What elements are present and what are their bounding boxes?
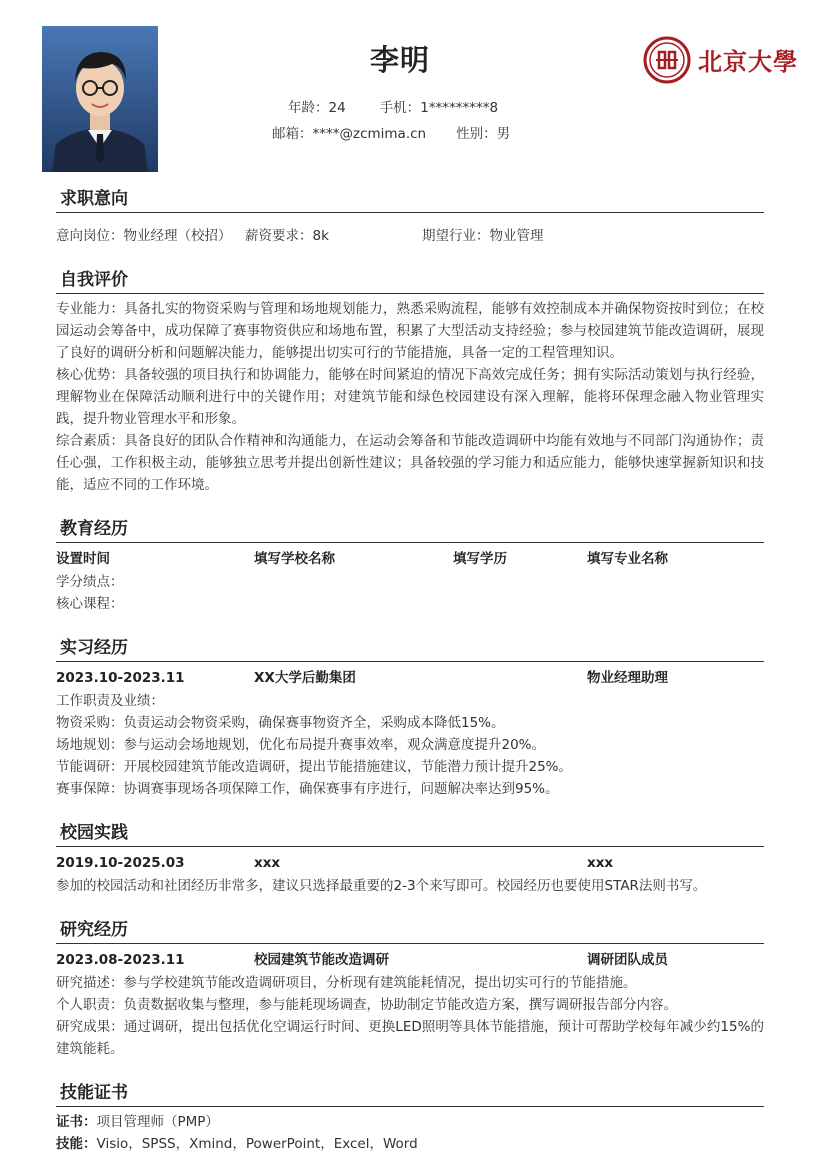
age-field — [288, 96, 346, 116]
campus-time: 2019.10-2025.03 — [56, 855, 185, 871]
internship-line: 赛事保障：协调赛事现场各项保障工作，确保赛事有序进行，问题解决率达到95%。 — [56, 781, 559, 797]
section-research — [56, 917, 764, 1060]
research-project: 校园建筑节能改造调研 — [254, 952, 389, 968]
research-role: 调研团队成员 — [587, 952, 668, 968]
campus-org: xxx — [254, 855, 281, 871]
research-header-row — [56, 948, 764, 972]
email-label: 邮箱： — [272, 126, 313, 142]
research-result: 研究成果：通过调研，提出包括优化空调运行时间、更换LED照明等具体节能措施，预计可帮助学校每年减少约15%的建筑能耗。 — [56, 1019, 764, 1057]
section-education — [56, 516, 764, 615]
certificate-value: 项目管理师（PMP） — [96, 1114, 219, 1130]
section-internship — [56, 635, 764, 800]
campus-role: xxx — [587, 855, 614, 871]
research-description: 研究描述：参与学校建筑节能改造调研项目，分析现有建筑能耗情况，提出切实可行的节能措施。 — [56, 975, 637, 991]
section-title: 校园实践 — [56, 820, 764, 847]
internship-role: 物业经理助理 — [587, 670, 668, 686]
education-header-row — [56, 547, 764, 571]
intent-salary: 薪资要求：8k — [245, 228, 329, 244]
certificate-line — [56, 1111, 764, 1133]
intent-row — [56, 225, 764, 247]
gender-label: 性别： — [456, 126, 497, 142]
candidate-name: 李明 — [369, 43, 430, 77]
phone-value: 1*********8 — [420, 100, 499, 116]
education-school: 填写学校名称 — [254, 551, 335, 567]
internship-line: 节能调研：开展校园建筑节能改造调研，提出节能措施建议，节能潜力预计提升25%。 — [56, 759, 573, 775]
age-value: 24 — [328, 100, 346, 116]
campus-description: 参加的校园活动和社团经历非常多，建议只选择最重要的2-3个来写即可。校园经历也要使用STAR法则书写。 — [56, 878, 707, 894]
internship-line: 工作职责及业绩： — [56, 693, 164, 709]
internship-org: XX大学后勤集团 — [254, 670, 356, 686]
age-label: 年龄： — [288, 100, 329, 116]
gender-field — [456, 122, 510, 142]
education-gpa: 学分绩点： — [56, 574, 124, 590]
self-eval-paragraph: 综合素质：具备良好的团队合作精神和沟通能力，在运动会筹备和节能改造调研中均能有效地与不同部门沟通协作；责任心强，工作积极主动，能够独立思考并提出创新性建议；具备较强的学习能力和适应能力，能够快速掌握新知识和技能，适应不同的工作环境。 — [56, 433, 764, 493]
section-job-intent — [56, 186, 764, 247]
education-degree: 填写学历 — [453, 551, 507, 567]
intent-industry: 期望行业：物业管理 — [422, 228, 544, 244]
section-title: 求职意向 — [56, 186, 764, 213]
education-courses: 核心课程： — [56, 596, 124, 612]
skills-value: Visio，SPSS，Xmind，PowerPoint，Excel，Word — [96, 1136, 418, 1152]
section-title: 自我评价 — [56, 267, 764, 294]
skills-label: 技能： — [56, 1136, 97, 1152]
research-time: 2023.08-2023.11 — [56, 952, 185, 968]
section-title: 技能证书 — [56, 1080, 764, 1107]
phone-label: 手机： — [379, 100, 421, 116]
self-eval-paragraph: 专业能力：具备扎实的物资采购与管理和场地规划能力，熟悉采购流程，能够有效控制成本并确保物资按时到位；在校园运动会筹备中，成功保障了赛事物资供应和场地布置，积累了大型活动支持经验；参与校园建筑节能改造调研，展现了良好的调研分析和问题解决能力，能够提出切实可行的节能措施，具备一定的工程管理知识。 — [56, 301, 764, 361]
section-title: 实习经历 — [56, 635, 764, 662]
section-campus-practice — [56, 820, 764, 897]
self-eval-paragraph: 核心优势：具备较强的项目执行和协调能力，能够在时间紧迫的情况下高效完成任务；拥有实际活动策划与执行经验，理解物业在保障活动顺利进行中的关键作用；对建筑节能和绿色校园建设有深入理解，能将环保理念融入物业管理实践，提升物业管理水平和形象。 — [56, 367, 764, 427]
gender-value: 男 — [496, 126, 511, 142]
university-seal-icon — [643, 36, 691, 84]
university-logo-text: 北京大學 — [698, 47, 798, 76]
campus-header-row — [56, 851, 764, 875]
education-major: 填写专业名称 — [587, 551, 668, 567]
info-row-1 — [288, 96, 498, 116]
section-skills — [56, 1080, 764, 1155]
section-title: 教育经历 — [56, 516, 764, 543]
email-value: ****@zcmima.cn — [312, 126, 427, 142]
intent-position: 意向岗位：物业经理（校招） — [56, 228, 232, 244]
internship-line: 场地规划：参与运动会场地规划，优化布局提升赛事效率，观众满意度提升20%。 — [56, 737, 546, 753]
internship-time: 2023.10-2023.11 — [56, 670, 185, 686]
section-title: 研究经历 — [56, 917, 764, 944]
internship-line: 物资采购：负责运动会物资采购，确保赛事物资齐全，采购成本降低15%。 — [56, 715, 505, 731]
research-duty: 个人职责：负责数据收集与整理，参与能耗现场调查，协助制定节能改造方案，撰写调研报告部分内容。 — [56, 997, 677, 1013]
certificate-label: 证书： — [56, 1114, 97, 1130]
internship-header-row — [56, 666, 764, 690]
self-eval-body — [56, 298, 764, 496]
education-time: 设置时间 — [56, 551, 110, 567]
skills-line — [56, 1133, 764, 1155]
section-self-evaluation — [56, 267, 764, 496]
email-field — [272, 122, 426, 142]
phone-field — [380, 96, 498, 116]
info-row-2 — [272, 122, 510, 142]
university-logo — [643, 36, 798, 84]
